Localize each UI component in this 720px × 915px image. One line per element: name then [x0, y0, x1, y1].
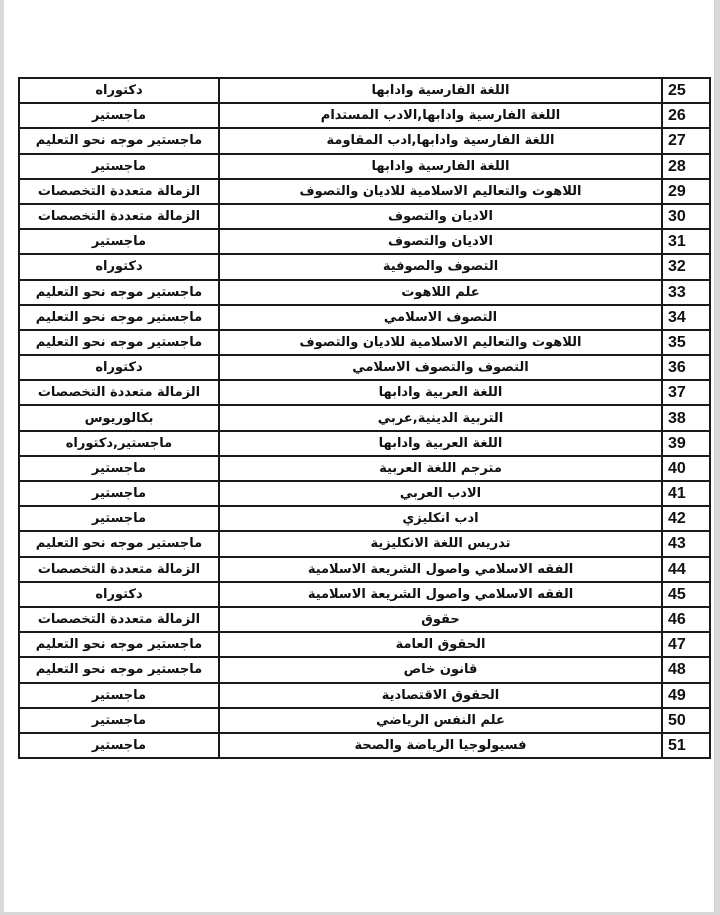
row-number-cell: 45	[662, 582, 710, 607]
degree-cell: ماجستير موجه نحو التعليم	[19, 280, 219, 305]
table-row	[19, 330, 710, 355]
document-page	[4, 0, 715, 912]
table-row	[19, 280, 710, 305]
table-row	[19, 380, 710, 405]
row-number-cell: 40	[662, 456, 710, 481]
table-row	[19, 683, 710, 708]
major-cell: اللاهوت والتعاليم الاسلامية للاديان والتصوف	[219, 179, 662, 204]
table-body	[19, 78, 710, 758]
degree-cell: دكتوراه	[19, 582, 219, 607]
degree-cell: الزمالة متعددة التخصصات	[19, 204, 219, 229]
row-number-cell: 27	[662, 128, 710, 153]
major-cell: حقوق	[219, 607, 662, 632]
major-cell: الفقه الاسلامي واصول الشريعة الاسلامية	[219, 557, 662, 582]
row-number-cell: 41	[662, 481, 710, 506]
major-cell: الاديان والتصوف	[219, 204, 662, 229]
major-cell: ادب انكليزي	[219, 506, 662, 531]
degree-cell: ماجستير موجه نحو التعليم	[19, 531, 219, 556]
table-row	[19, 632, 710, 657]
degree-cell: ماجستير	[19, 683, 219, 708]
table-row	[19, 657, 710, 682]
major-cell: اللغة الفارسية وادابها,ادب المقاومة	[219, 128, 662, 153]
table-row	[19, 128, 710, 153]
major-cell: اللغة الفارسية وادابها	[219, 154, 662, 179]
degree-cell: الزمالة متعددة التخصصات	[19, 557, 219, 582]
degree-cell: ماجستير موجه نحو التعليم	[19, 305, 219, 330]
table-row	[19, 506, 710, 531]
major-cell: مترجم اللغة العربية	[219, 456, 662, 481]
degree-cell: ماجستير موجه نحو التعليم	[19, 330, 219, 355]
row-number-cell: 42	[662, 506, 710, 531]
row-number-cell: 38	[662, 405, 710, 430]
row-number-cell: 36	[662, 355, 710, 380]
degree-cell: ماجستير موجه نحو التعليم	[19, 632, 219, 657]
table-row	[19, 607, 710, 632]
row-number-cell: 26	[662, 103, 710, 128]
major-cell: الادب العربي	[219, 481, 662, 506]
table-row	[19, 355, 710, 380]
table-row	[19, 154, 710, 179]
degree-cell: دكتوراه	[19, 78, 219, 103]
degree-cell: دكتوراه	[19, 355, 219, 380]
major-cell: الحقوق العامة	[219, 632, 662, 657]
table-row	[19, 305, 710, 330]
table-row	[19, 582, 710, 607]
major-cell: التصوف والتصوف الاسلامي	[219, 355, 662, 380]
table-row	[19, 481, 710, 506]
degree-cell: ماجستير	[19, 456, 219, 481]
degree-cell: ماجستير	[19, 103, 219, 128]
row-number-cell: 47	[662, 632, 710, 657]
degree-cell: ماجستير	[19, 506, 219, 531]
row-number-cell: 30	[662, 204, 710, 229]
row-number-cell: 35	[662, 330, 710, 355]
table-row	[19, 103, 710, 128]
degree-cell: ماجستير	[19, 481, 219, 506]
degree-cell: ماجستير	[19, 229, 219, 254]
degree-cell: بكالوريوس	[19, 405, 219, 430]
table-row	[19, 229, 710, 254]
table-row	[19, 431, 710, 456]
degree-cell: ماجستير موجه نحو التعليم	[19, 128, 219, 153]
major-cell: قانون خاص	[219, 657, 662, 682]
degree-cell: دكتوراه	[19, 254, 219, 279]
degree-cell: الزمالة متعددة التخصصات	[19, 607, 219, 632]
table-row	[19, 254, 710, 279]
row-number-cell: 25	[662, 78, 710, 103]
major-cell: الفقه الاسلامي واصول الشريعة الاسلامية	[219, 582, 662, 607]
row-number-cell: 29	[662, 179, 710, 204]
row-number-cell: 28	[662, 154, 710, 179]
row-number-cell: 50	[662, 708, 710, 733]
major-cell: اللغة العربية وادابها	[219, 380, 662, 405]
row-number-cell: 32	[662, 254, 710, 279]
major-cell: الاديان والتصوف	[219, 229, 662, 254]
degree-cell: الزمالة متعددة التخصصات	[19, 380, 219, 405]
row-number-cell: 31	[662, 229, 710, 254]
major-cell: اللغة العربية وادابها	[219, 431, 662, 456]
major-cell: تدريس اللغة الانكليزية	[219, 531, 662, 556]
degree-cell: ماجستير	[19, 708, 219, 733]
table-row	[19, 708, 710, 733]
major-cell: اللاهوت والتعاليم الاسلامية للاديان والتصوف	[219, 330, 662, 355]
degree-cell: ماجستير	[19, 733, 219, 758]
major-cell: التصوف والصوفية	[219, 254, 662, 279]
major-cell: اللغة الفارسية وادابها,الادب المستدام	[219, 103, 662, 128]
degree-cell: ماجستير	[19, 154, 219, 179]
table-row	[19, 733, 710, 758]
degree-cell: ماجستير موجه نحو التعليم	[19, 657, 219, 682]
major-cell: الحقوق الاقتصادية	[219, 683, 662, 708]
major-cell: اللغة الفارسية وادابها	[219, 78, 662, 103]
degree-cell: ماجستير,دكتوراه	[19, 431, 219, 456]
table-row	[19, 456, 710, 481]
major-cell: فسيولوجيا الرياضة والصحة	[219, 733, 662, 758]
table-row	[19, 78, 710, 103]
row-number-cell: 51	[662, 733, 710, 758]
row-number-cell: 44	[662, 557, 710, 582]
row-number-cell: 33	[662, 280, 710, 305]
major-cell: علم اللاهوت	[219, 280, 662, 305]
table-row	[19, 179, 710, 204]
major-cell: علم النفس الرياضي	[219, 708, 662, 733]
table-row	[19, 531, 710, 556]
row-number-cell: 39	[662, 431, 710, 456]
major-cell: التربية الدينية,عربي	[219, 405, 662, 430]
major-cell: التصوف الاسلامي	[219, 305, 662, 330]
row-number-cell: 49	[662, 683, 710, 708]
row-number-cell: 34	[662, 305, 710, 330]
degree-cell: الزمالة متعددة التخصصات	[19, 179, 219, 204]
row-number-cell: 43	[662, 531, 710, 556]
row-number-cell: 37	[662, 380, 710, 405]
row-number-cell: 46	[662, 607, 710, 632]
table-row	[19, 204, 710, 229]
majors-table	[18, 77, 711, 759]
row-number-cell: 48	[662, 657, 710, 682]
table-row	[19, 405, 710, 430]
table-row	[19, 557, 710, 582]
